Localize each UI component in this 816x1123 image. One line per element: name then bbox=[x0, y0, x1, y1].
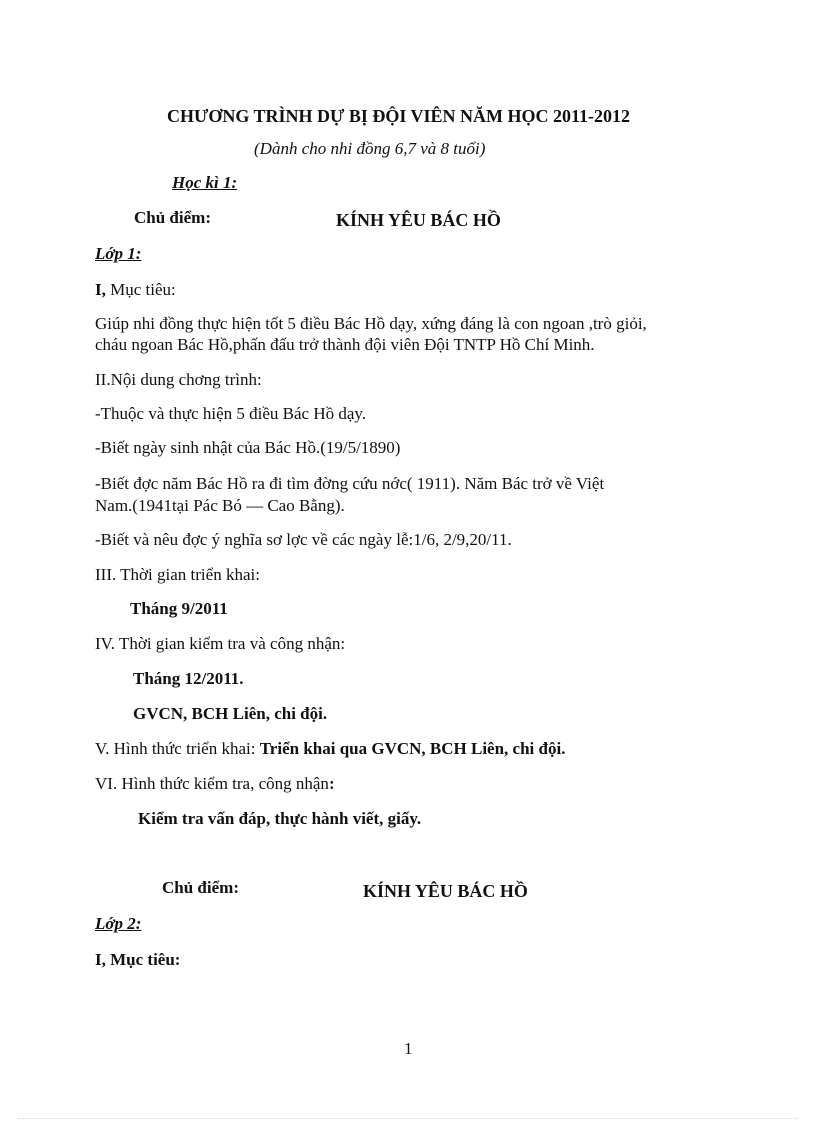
document-subtitle: (Dành cho nhi đồng 6,7 và 8 tuổi) bbox=[254, 139, 486, 158]
content-heading: II.Nội dung chơng trình: bbox=[95, 370, 262, 389]
theme-label: Chủ điểm: bbox=[134, 208, 211, 227]
goal-heading: I, Mục tiêu: bbox=[95, 950, 181, 969]
page-number: 1 bbox=[404, 1039, 413, 1058]
time-value: Tháng 9/2011 bbox=[130, 599, 228, 618]
form-label: V. Hình thức triển khai: bbox=[95, 739, 260, 758]
content-item: -Thuộc và thực hiện 5 điều Bác Hồ dạy. bbox=[95, 404, 367, 423]
exam-label: VI. Hình thức kiểm tra, công nhận bbox=[95, 774, 329, 793]
check-value: Tháng 12/2011. bbox=[133, 669, 244, 688]
time-heading: III. Thời gian triển khai: bbox=[95, 565, 260, 584]
content-item: -Biết đợc năm Bác Hồ ra đi tìm đờng cứu nớc( 1911). Năm Bác trở về Việt bbox=[95, 474, 605, 493]
check-value: GVCN, BCH Liên, chi đội. bbox=[133, 704, 328, 723]
goal-paragraph-line: cháu ngoan Bác Hồ,phấn đấu trở thành đội viên Đội TNTP Hồ Chí Minh. bbox=[95, 335, 595, 354]
page-bottom-divider bbox=[18, 1118, 798, 1119]
semester-heading: Học kì 1: bbox=[172, 173, 238, 192]
content-item: -Biết và nêu đợc ý nghĩa sơ lợc về các ngày lễ:1/6, 2/9,20/11. bbox=[95, 530, 512, 549]
goal-heading-text: Mục tiêu: bbox=[105, 280, 176, 299]
exam-line bbox=[95, 774, 335, 794]
theme-title: KÍNH YÊU BÁC HỒ bbox=[363, 881, 528, 901]
exam-colon: : bbox=[328, 774, 335, 793]
grade-heading: Lớp 1: bbox=[95, 244, 142, 263]
theme-label: Chủ điểm: bbox=[162, 878, 239, 897]
form-line bbox=[95, 739, 565, 759]
form-value: Triển khai qua GVCN, BCH Liên, chi đội. bbox=[259, 739, 566, 758]
goal-heading-number: I, bbox=[95, 280, 106, 299]
goal-heading bbox=[95, 280, 176, 300]
content-item: -Biết ngày sinh nhật của Bác Hồ.(19/5/1890) bbox=[95, 438, 401, 457]
exam-value: Kiểm tra vấn đáp, thực hành viết, giấy. bbox=[138, 809, 422, 828]
content-item-continued: Nam.(1941tại Pác Bó — Cao Bằng). bbox=[95, 496, 345, 515]
check-heading: IV. Thời gian kiểm tra và công nhận: bbox=[95, 634, 346, 653]
document-title: CHƯƠNG TRÌNH DỰ BỊ ĐỘI VIÊN NĂM HỌC 2011-2012 bbox=[167, 106, 631, 126]
theme-title: KÍNH YÊU BÁC HỒ bbox=[336, 210, 501, 230]
goal-paragraph-line: Giúp nhi đồng thực hiện tốt 5 điều Bác Hồ dạy, xứng đáng là con ngoan ,trò giỏi, bbox=[95, 314, 647, 333]
grade-heading: Lớp 2: bbox=[95, 914, 142, 933]
